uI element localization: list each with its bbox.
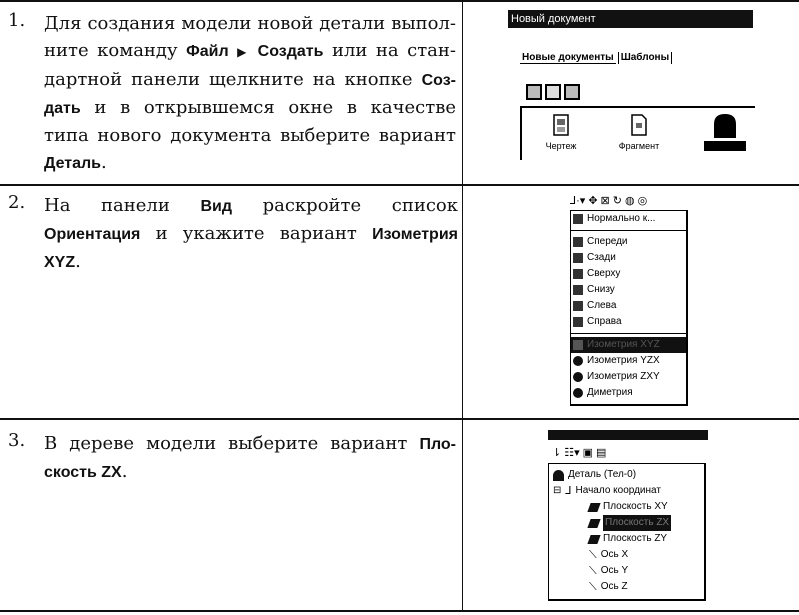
tree-options-icon[interactable]: ▣: [582, 446, 594, 459]
tree-node-axis-x-label: Ось X: [600, 549, 629, 560]
view-toolbar: [570, 192, 647, 208]
menu-item-isometry-xyz-label: Изометрия XYZ: [587, 339, 660, 350]
tree-node-detail[interactable]: [549, 467, 704, 483]
menu-item-isometry-yzx[interactable]: [571, 353, 686, 369]
pan-icon[interactable]: ✥: [588, 194, 598, 207]
tab-new-documents[interactable]: Новые документы: [522, 52, 614, 63]
orientation-menu: [570, 210, 688, 406]
detail-icon: [710, 114, 740, 138]
collapse-icon[interactable]: ⊟: [553, 485, 562, 496]
step-1-text-a: Для создания модели новой детали выпол-ните команду: [44, 13, 456, 61]
menu-item-top-label: Сверху: [587, 268, 621, 279]
menu-item-normal[interactable]: [571, 211, 686, 227]
step-1-cmd-detail: Деталь: [44, 155, 102, 172]
isometry-yzx-icon: [573, 356, 583, 366]
axis-z-icon: ⟍: [589, 581, 597, 593]
wireframe-icon[interactable]: ◎: [637, 194, 648, 207]
small-icons-button[interactable]: [545, 84, 561, 100]
cube-left-icon: [573, 301, 583, 311]
tree-save-icon[interactable]: ▤: [596, 446, 607, 459]
step-1-cmd-create-button: Соз-дать: [44, 72, 456, 117]
step-2-cmd-orientation: Ориентация: [44, 226, 141, 243]
step-3-cmd-plane: Пло-скость ZX: [44, 436, 456, 481]
menu-separator-2: [571, 333, 686, 334]
menu-item-left-label: Слева: [587, 300, 617, 311]
menu-item-dimetry-label: Диметрия: [587, 387, 633, 398]
large-icons-button[interactable]: [526, 84, 542, 100]
table-top-border: [0, 0, 799, 2]
dialog-tabs: [520, 52, 672, 64]
tree-node-plane-zy[interactable]: [549, 531, 704, 547]
drawing-icon: [551, 114, 571, 138]
dialog-title: Новый документ: [511, 13, 596, 25]
plane-zx-icon: [587, 519, 600, 528]
table-bottom-border: [0, 610, 799, 612]
cube-right-icon: [573, 317, 583, 327]
dimetry-icon: [573, 388, 583, 398]
step-3-text: [44, 430, 456, 486]
step-1-text: [44, 10, 456, 177]
menu-item-back[interactable]: [571, 250, 686, 266]
step-2-text-a: На панели: [44, 195, 201, 216]
menu-item-bottom-label: Снизу: [587, 284, 615, 295]
table-column-divider: [462, 0, 463, 612]
menu-item-bottom[interactable]: [571, 282, 686, 298]
doc-type-fragment-label: Фрагмент: [618, 141, 660, 151]
tree-node-axis-z-label: Ось Z: [600, 581, 628, 592]
tree-filter-icon[interactable]: ⇂: [552, 446, 562, 459]
menu-item-isometry-xyz-selected[interactable]: [571, 337, 686, 353]
doc-type-detail[interactable]: [700, 114, 750, 151]
menu-item-front-label: Спереди: [587, 236, 628, 247]
menu-item-right-label: Справа: [587, 316, 622, 327]
doc-type-fragment[interactable]: [614, 114, 664, 151]
step-1-number: 1.: [8, 10, 26, 31]
tree-node-plane-zx-label: Плоскость ZX: [603, 515, 671, 531]
model-tree-screenshot: [548, 430, 708, 602]
tree-node-origin[interactable]: [549, 483, 704, 499]
menu-arrow-icon: ▶: [237, 45, 250, 59]
tree-node-plane-xy-label: Плоскость XY: [603, 501, 668, 512]
table-row-divider-2: [0, 418, 799, 420]
origin-icon: ⅃: [565, 485, 572, 497]
menu-item-isometry-zxy[interactable]: [571, 369, 686, 385]
view-mode-buttons: [526, 84, 580, 100]
tree-node-axis-y-label: Ось Y: [600, 565, 629, 576]
cube-top-icon: [573, 269, 583, 279]
axis-y-icon: ⟍: [589, 565, 597, 577]
doc-type-drawing[interactable]: [536, 114, 586, 151]
tree-node-plane-xy[interactable]: [549, 499, 704, 515]
doc-type-detail-label-selected: [704, 141, 746, 151]
isometry-zxy-icon: [573, 372, 583, 382]
doc-type-detail-label: Деталь: [710, 141, 740, 151]
step-1-text-c: и в открывшемся окне в качестве типа нового документа выберите вариант: [44, 97, 456, 146]
tree-node-detail-label: Деталь (Тел-0): [568, 469, 637, 480]
step-1-text-b: или на стан-дартной панели щелкните на кнопке: [44, 40, 456, 90]
tree-node-axis-y[interactable]: [549, 563, 704, 579]
shaded-icon[interactable]: ◍: [624, 194, 635, 207]
detail-node-icon: [553, 470, 564, 481]
step-2-text-b: раскройте список: [232, 195, 458, 216]
menu-item-left[interactable]: [571, 298, 686, 314]
menu-item-front[interactable]: [571, 234, 686, 250]
step-1-text-d: .: [101, 152, 107, 173]
tree-node-plane-zy-label: Плоскость ZY: [603, 533, 668, 544]
menu-item-top[interactable]: [571, 266, 686, 282]
menu-item-isometry-yzx-label: Изометрия YZX: [587, 355, 660, 366]
normal-view-icon: [573, 214, 583, 224]
step-2-text-d: .: [75, 251, 81, 272]
orientation-menu-screenshot: [568, 192, 690, 406]
tree-toolbar: [552, 444, 606, 460]
menu-item-right[interactable]: [571, 314, 686, 330]
menu-item-back-label: Сзади: [587, 252, 616, 263]
model-tree: [548, 463, 706, 601]
list-view-button[interactable]: [564, 84, 580, 100]
plane-xy-icon: [587, 503, 600, 512]
step-2-cmd-view: Вид: [200, 198, 232, 215]
tree-node-axis-x[interactable]: [549, 547, 704, 563]
new-document-dialog: [508, 10, 753, 160]
tab-templates[interactable]: Шаблоны: [618, 52, 672, 64]
step-1-cmd-create: Создать: [257, 43, 324, 60]
menu-item-isometry-zxy-label: Изометрия ZXY: [587, 371, 660, 382]
tree-structure-icon[interactable]: ☷▾: [564, 446, 580, 459]
cube-back-icon: [573, 253, 583, 263]
cube-front-icon: [573, 237, 583, 247]
fragment-icon: [629, 114, 649, 138]
step-2-text: [44, 192, 458, 276]
menu-item-dimetry[interactable]: [571, 385, 686, 401]
step-2-cmd-isometry: Изометрия XYZ: [44, 226, 458, 271]
tree-node-origin-label: Начало координат: [575, 485, 661, 496]
zoom-icon[interactable]: ⊠: [600, 194, 610, 207]
tree-node-plane-zx-selected[interactable]: [549, 515, 704, 531]
step-2-text-c: и укажите вариант: [140, 223, 373, 244]
doc-type-drawing-label: Чертеж: [545, 141, 577, 151]
step-3-number: 3.: [8, 430, 26, 451]
plane-zy-icon: [587, 535, 600, 544]
menu-item-normal-label: Нормально к...: [587, 213, 656, 224]
step-3-text-a: В дереве модели выберите вариант: [44, 433, 420, 454]
step-1-cmd-file: Файл: [186, 43, 229, 60]
axis-x-icon: ⟍: [589, 549, 597, 561]
step-3-text-b: .: [121, 461, 128, 482]
step-2-number: 2.: [8, 192, 26, 213]
tree-title-bar: [548, 430, 708, 440]
isometry-icon: [573, 340, 583, 350]
dialog-title-bar: [508, 10, 753, 28]
document-type-list: [520, 106, 755, 160]
table-row-divider-1: [0, 184, 799, 186]
orientation-dropdown-button[interactable]: ⅃·▾: [570, 194, 586, 207]
menu-separator: [571, 230, 686, 231]
cube-bottom-icon: [573, 285, 583, 295]
tree-node-axis-z[interactable]: [549, 579, 704, 595]
rotate-icon[interactable]: ↻: [612, 194, 622, 207]
